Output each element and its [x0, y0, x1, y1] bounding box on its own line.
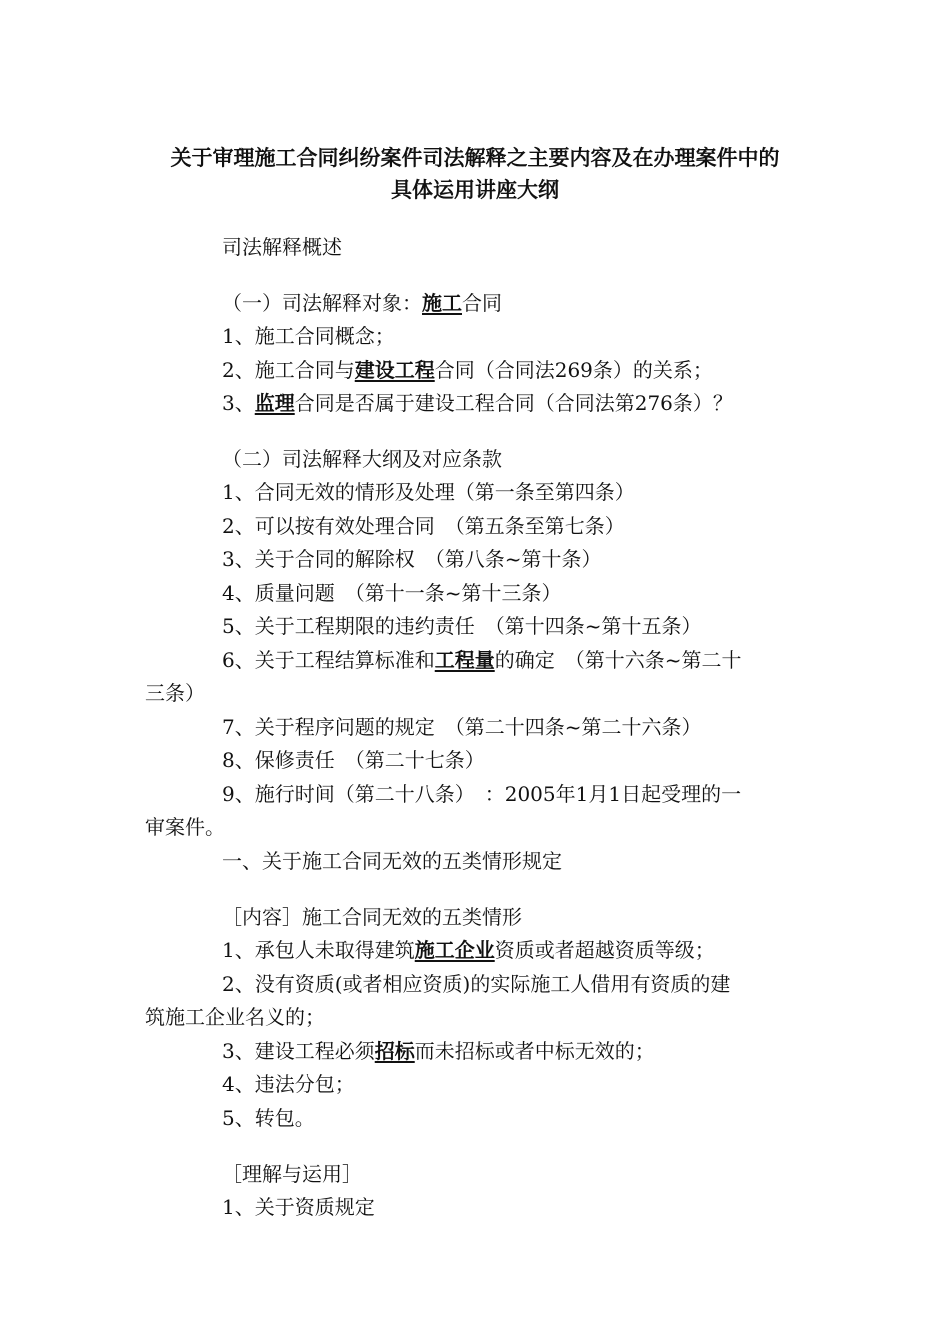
- section2-item-5: 5、关于工程期限的违约责任 （第十四条~第十五条）: [222, 614, 702, 638]
- understanding-item-1: 1、关于资质规定: [222, 1195, 375, 1219]
- keyword-link-gongchengliang[interactable]: 工程量: [434, 648, 495, 672]
- overview-heading: 司法解释概述: [222, 235, 342, 259]
- section1-heading: [222, 288, 502, 318]
- section1-item-2-prefix: 2、施工合同与: [222, 358, 355, 382]
- keyword-link-jianshe-gongcheng[interactable]: 建设工程: [354, 358, 435, 382]
- section1-item-2-suffix: 合同（合同法269条）的关系；: [434, 358, 713, 382]
- section1-item-3-suffix: 合同是否属于建设工程合同（合同法第276条）？: [294, 391, 733, 415]
- keyword-link-zhaobiao[interactable]: 招标: [374, 1039, 415, 1063]
- content-item-4: 4、违法分包；: [222, 1072, 355, 1096]
- section1-heading-prefix: （一）司法解释对象：: [222, 291, 422, 315]
- content-item-3-suffix: 而未招标或者中标无效的；: [414, 1039, 655, 1063]
- section2-item-9: 9、施行时间（第二十八条） ：2005年1月1日起受理的一: [222, 782, 742, 806]
- content-item-1: [222, 935, 715, 965]
- section2-heading: （二）司法解释大纲及对应条款: [222, 447, 502, 471]
- content-item-2: 2、没有资质(或者相应资质)的实际施工人借用有资质的建: [222, 972, 731, 996]
- content-item-5: 5、转包。: [222, 1106, 315, 1130]
- section1-item-3-prefix: 3、: [222, 391, 255, 415]
- keyword-link-jianli[interactable]: 监理: [254, 391, 295, 415]
- section2-item-9-continuation: 审案件。: [145, 815, 225, 839]
- part1-heading: 一、关于施工合同无效的五类情形规定: [222, 849, 562, 873]
- content-heading: ［内容］施工合同无效的五类情形: [222, 905, 522, 929]
- section2-item-3: 3、关于合同的解除权 （第八条~第十条）: [222, 547, 602, 571]
- document-title-line-1: 关于审理施工合同纠纷案件司法解释之主要内容及在办理案件中的: [170, 146, 780, 170]
- section2-item-4: 4、质量问题 （第十一条~第十三条）: [222, 581, 562, 605]
- section2-item-6-suffix: 的确定 （第十六条~第二十: [494, 648, 742, 672]
- section1-item-2: [222, 355, 713, 385]
- content-item-1-suffix: 资质或者超越资质等级；: [494, 938, 715, 962]
- document-title-line-2: 具体运用讲座大纲: [391, 178, 559, 202]
- section1-item-3: [222, 388, 733, 418]
- section2-item-7: 7、关于程序问题的规定 （第二十四条~第二十六条）: [222, 715, 702, 739]
- section1-heading-suffix: 合同: [462, 291, 502, 315]
- content-item-2-continuation: 筑施工企业名义的；: [145, 1005, 325, 1029]
- section2-item-6-prefix: 6、关于工程结算标准和: [222, 648, 435, 672]
- section2-item-8: 8、保修责任 （第二十七条）: [222, 748, 485, 772]
- understanding-heading: ［理解与运用］: [222, 1162, 362, 1186]
- section2-item-1: 1、合同无效的情形及处理（第一条至第四条）: [222, 480, 635, 504]
- content-item-3-prefix: 3、建设工程必须: [222, 1039, 375, 1063]
- section2-item-2: 2、可以按有效处理合同 （第五条至第七条）: [222, 514, 625, 538]
- section2-item-6-continuation: 三条）: [145, 681, 205, 705]
- section2-item-6: [222, 645, 742, 675]
- content-item-3: [222, 1036, 655, 1066]
- content-item-1-prefix: 1、承包人未取得建筑: [222, 938, 415, 962]
- section1-item-1: 1、施工合同概念；: [222, 324, 395, 348]
- keyword-link-shigong[interactable]: 施工: [422, 291, 462, 315]
- keyword-link-shigong-qiye[interactable]: 施工企业: [414, 938, 495, 962]
